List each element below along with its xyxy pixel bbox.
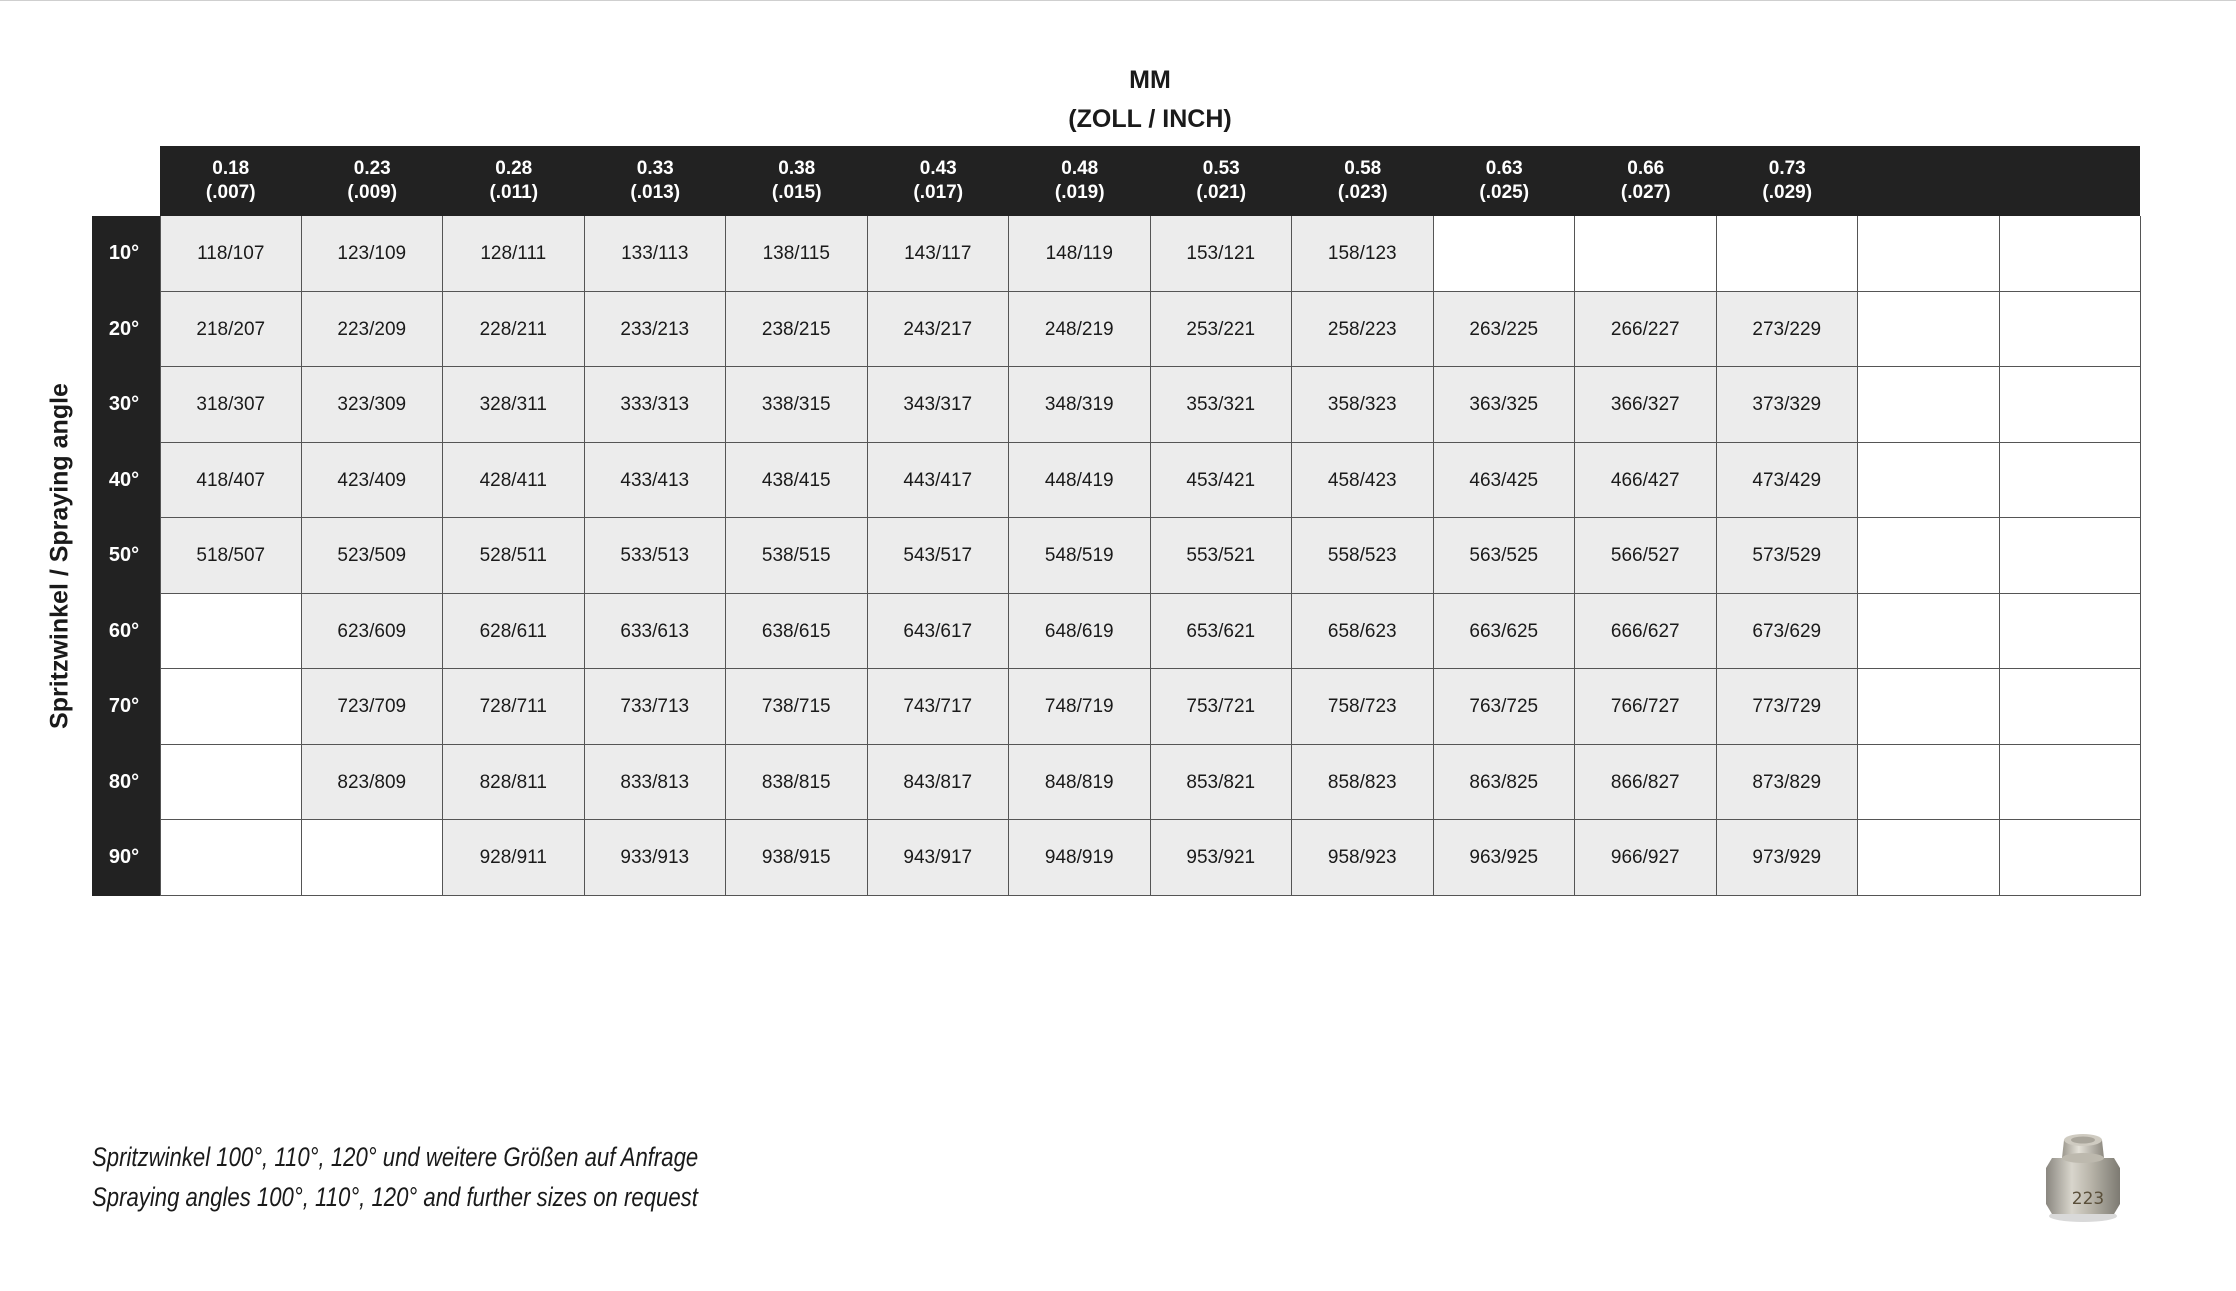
column-header-inch: (.023): [1337, 182, 1388, 203]
table-cell: 723/709: [302, 669, 444, 745]
table-cell: 128/111: [443, 216, 585, 292]
table-cell: 866/827: [1575, 745, 1717, 821]
column-header: [1434, 146, 1576, 216]
table-cell: 958/923: [1292, 820, 1434, 896]
table-cell: 366/327: [1575, 367, 1717, 443]
column-header-inch: (.027): [1620, 182, 1671, 203]
table-cell: [1434, 216, 1576, 292]
column-header-mm: 0.63: [1485, 158, 1523, 179]
table-cell: [2000, 443, 2142, 519]
row-header-angle: 60°: [108, 619, 140, 642]
row-header-angle: 70°: [108, 695, 140, 717]
table-cell: 663/625: [1434, 594, 1576, 670]
table-cell: 643/617: [868, 594, 1010, 670]
table-cell: 828/811: [443, 745, 585, 821]
row-header-angle: 80°: [108, 770, 140, 793]
table-cell: 473/429: [1717, 443, 1859, 519]
table-cell: [1858, 594, 2000, 670]
table-cell: 548/519: [1009, 518, 1151, 594]
table-cell: [2000, 745, 2142, 821]
table-cell: 158/123: [1292, 216, 1434, 292]
column-header-mm: 0.28: [495, 158, 533, 179]
table-cell: 966/927: [1575, 820, 1717, 896]
table-cell: [160, 745, 302, 821]
table-cell: 243/217: [868, 292, 1010, 368]
column-header: [868, 146, 1010, 216]
table-cell: 948/919: [1009, 820, 1151, 896]
table-cell: 443/417: [868, 443, 1010, 519]
table-cell: 318/307: [160, 367, 302, 443]
column-header-mm: 0.73: [1768, 158, 1806, 179]
table-cell: 373/329: [1717, 367, 1859, 443]
column-header-inch: (.013): [630, 182, 681, 203]
column-header-mm: 0.53: [1202, 158, 1240, 179]
table-cell: 748/719: [1009, 669, 1151, 745]
table-cell: 458/423: [1292, 443, 1434, 519]
table-cell: 523/509: [302, 518, 444, 594]
table-cell: 453/421: [1151, 443, 1293, 519]
column-header: [1717, 146, 1859, 216]
table-cell: 218/207: [160, 292, 302, 368]
column-header-inch: (.015): [771, 182, 822, 203]
table-cell: 343/317: [868, 367, 1010, 443]
column-header-inch: (.007): [205, 182, 256, 203]
column-header-mm: 0.38: [778, 158, 816, 179]
column-header-mm: 0.48: [1061, 158, 1099, 179]
table-cell: 518/507: [160, 518, 302, 594]
table-cell: [2000, 367, 2142, 443]
table-cell: [2000, 669, 2142, 745]
table-cell: 533/513: [585, 518, 727, 594]
table-cell: 528/511: [443, 518, 585, 594]
table-cell: [160, 820, 302, 896]
table-cell: 148/119: [1009, 216, 1151, 292]
table-cell: 963/925: [1434, 820, 1576, 896]
row-header-angle: 20°: [108, 317, 140, 340]
table-cell: 853/821: [1151, 745, 1293, 821]
column-header: [302, 146, 444, 216]
table-cell: [1858, 292, 2000, 368]
table-cell: 553/521: [1151, 518, 1293, 594]
table-cell: 348/319: [1009, 367, 1151, 443]
table-cell: [2000, 292, 2142, 368]
table-cell: 233/213: [585, 292, 727, 368]
column-header-mm: 0.58: [1344, 158, 1382, 179]
table-cell: 273/229: [1717, 292, 1859, 368]
table-cell: 833/813: [585, 745, 727, 821]
table-cell: 648/619: [1009, 594, 1151, 670]
table-cell: 333/313: [585, 367, 727, 443]
column-header: [1009, 146, 1151, 216]
table-cell: 138/115: [726, 216, 868, 292]
column-header: [1292, 146, 1434, 216]
row-header-angle: 40°: [108, 468, 140, 491]
table-cell: 823/809: [302, 745, 444, 821]
table-cell: [1858, 745, 2000, 821]
table-cell: 848/819: [1009, 745, 1151, 821]
table-cell: 728/711: [443, 669, 585, 745]
column-header: [1575, 146, 1717, 216]
table-cell: [1858, 367, 2000, 443]
row-header-angle: 90°: [108, 846, 140, 868]
column-header-inch: (.009): [347, 182, 398, 203]
row-header-angle: 30°: [108, 393, 140, 415]
top-rule: [0, 0, 2236, 1]
table-cell: 133/113: [585, 216, 727, 292]
column-header-mm: 0.23: [353, 158, 391, 179]
table-cell: 428/411: [443, 443, 585, 519]
unit-subtitle: (ZOLL / INCH): [1068, 105, 1232, 133]
column-header: [160, 146, 302, 216]
table-cell: [1858, 443, 2000, 519]
table-cell: 953/921: [1151, 820, 1293, 896]
table-cell: 466/427: [1575, 443, 1717, 519]
table-cell: 228/211: [443, 292, 585, 368]
table-cell: 973/929: [1717, 820, 1859, 896]
table-cell: 653/621: [1151, 594, 1293, 670]
row-header-bar: [92, 216, 160, 896]
table-cell: [2000, 820, 2142, 896]
table-cell: 938/915: [726, 820, 868, 896]
table-cell: 118/107: [160, 216, 302, 292]
table-cell: 423/409: [302, 443, 444, 519]
table-cell: 928/911: [443, 820, 585, 896]
column-header-mm: 0.33: [636, 158, 674, 179]
nozzle-engraving: 223: [2071, 1189, 2105, 1209]
table-cell: 433/413: [585, 443, 727, 519]
table-cell: 558/523: [1292, 518, 1434, 594]
table-cell: 563/525: [1434, 518, 1576, 594]
table-cell: [2000, 216, 2142, 292]
column-header-mm: 0.18: [212, 158, 250, 179]
column-header-mm: 0.66: [1627, 158, 1665, 179]
table-cell: 266/227: [1575, 292, 1717, 368]
table-cell: 858/823: [1292, 745, 1434, 821]
y-axis-label: Spritzwinkel / Spraying angle: [45, 383, 74, 729]
table-cell: 838/815: [726, 745, 868, 821]
column-header: [1858, 146, 2000, 216]
column-header-bar: [160, 146, 2140, 216]
table-cell: [2000, 518, 2142, 594]
table-cell: 338/315: [726, 367, 868, 443]
table-cell: 758/723: [1292, 669, 1434, 745]
footnote-german: Spritzwinkel 100°, 110°, 120° und weitere Größen auf Anfrage: [92, 1142, 699, 1172]
table-cell: 753/721: [1151, 669, 1293, 745]
table-cell: 766/727: [1575, 669, 1717, 745]
column-header: [585, 146, 727, 216]
column-header-inch: (.017): [913, 182, 964, 203]
nozzle-tip-icon: [2038, 1128, 2128, 1224]
table-cell: [160, 594, 302, 670]
table-cell: 658/623: [1292, 594, 1434, 670]
table-cell: 873/829: [1717, 745, 1859, 821]
table-cell: 733/713: [585, 669, 727, 745]
table-cell: 248/219: [1009, 292, 1151, 368]
table-cell: 328/311: [443, 367, 585, 443]
table-cell: [1858, 216, 2000, 292]
table-cell: [1575, 216, 1717, 292]
table-cell: 363/325: [1434, 367, 1576, 443]
table-cell: 933/913: [585, 820, 727, 896]
table-cell: 358/323: [1292, 367, 1434, 443]
table-cell: 353/321: [1151, 367, 1293, 443]
column-header-inch: (.025): [1479, 182, 1530, 203]
table-cell: 843/817: [868, 745, 1010, 821]
table-cell: 638/615: [726, 594, 868, 670]
table-cell: 238/215: [726, 292, 868, 368]
column-header: [1151, 146, 1293, 216]
table-cell: 863/825: [1434, 745, 1576, 821]
row-header-angle: 10°: [108, 242, 140, 264]
table-cell: 738/715: [726, 669, 868, 745]
column-header: [443, 146, 585, 216]
table-cell: [302, 820, 444, 896]
table-cell: 628/611: [443, 594, 585, 670]
table-cell: 263/225: [1434, 292, 1576, 368]
table-cell: [160, 669, 302, 745]
table-cell: 673/629: [1717, 594, 1859, 670]
table-cell: [2000, 594, 2142, 670]
column-header: [2000, 146, 2142, 216]
column-header-mm: 0.43: [919, 158, 957, 179]
table-cell: 463/425: [1434, 443, 1576, 519]
row-header-angle: 50°: [108, 544, 140, 566]
table-cell: 143/117: [868, 216, 1010, 292]
table-cell: 773/729: [1717, 669, 1859, 745]
table-cell: 438/415: [726, 443, 868, 519]
column-header-inch: (.011): [489, 182, 539, 203]
table-cell: [1858, 518, 2000, 594]
unit-title: MM: [1129, 66, 1171, 94]
table-cell: 543/517: [868, 518, 1010, 594]
table-cell: 763/725: [1434, 669, 1576, 745]
table-cell: 153/121: [1151, 216, 1293, 292]
table-cell: 633/613: [585, 594, 727, 670]
table-cell: 573/529: [1717, 518, 1859, 594]
column-header-inch: (.029): [1762, 182, 1813, 203]
table-cell: 943/917: [868, 820, 1010, 896]
footnote-english: Spraying angles 100°, 110°, 120° and further sizes on request: [92, 1182, 698, 1212]
table-cell: [1858, 820, 2000, 896]
column-header-inch: (.019): [1054, 182, 1105, 203]
table-cell: 258/223: [1292, 292, 1434, 368]
table-cell: 223/209: [302, 292, 444, 368]
table-cell: 666/627: [1575, 594, 1717, 670]
orifice-table: [160, 216, 2140, 896]
table-cell: 448/419: [1009, 443, 1151, 519]
table-cell: 253/221: [1151, 292, 1293, 368]
table-cell: 323/309: [302, 367, 444, 443]
table-cell: 623/609: [302, 594, 444, 670]
table-cell: 743/717: [868, 669, 1010, 745]
column-header: [726, 146, 868, 216]
table-cell: [1858, 669, 2000, 745]
table-cell: 123/109: [302, 216, 444, 292]
table-cell: 566/527: [1575, 518, 1717, 594]
table-cell: 418/407: [160, 443, 302, 519]
table-cell: [1717, 216, 1859, 292]
table-cell: 538/515: [726, 518, 868, 594]
column-header-inch: (.021): [1196, 182, 1247, 203]
